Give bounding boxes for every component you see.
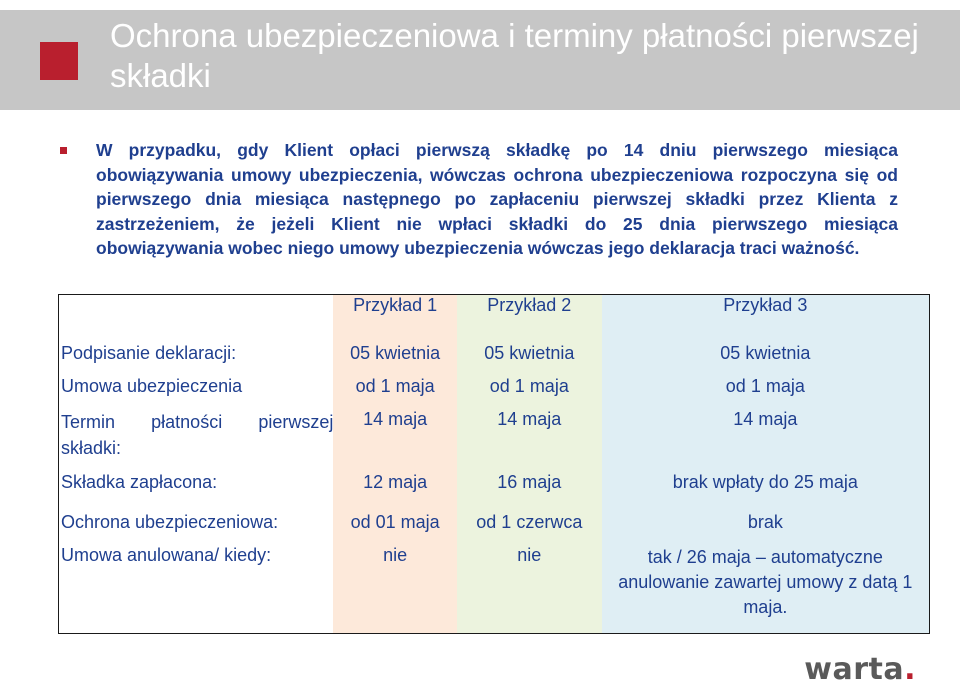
cell-example-1: 05 kwietnia [333,339,457,376]
table-row [59,376,930,409]
cell-example-2: nie [457,545,602,634]
row-label: Ochrona ubezpieczeniowa: [59,512,334,545]
header-example-3: Przykład 3 [602,295,930,340]
slide-title: Ochrona ubezpieczeniowa i terminy płatności pierwszej składki [110,17,919,94]
cell-example-3: od 1 maja [602,376,930,409]
cell-example-1: 12 maja [333,472,457,512]
cell-example-1: nie [333,545,457,634]
header-empty-cell [59,295,334,340]
title-band [0,0,960,110]
cell-example-2: od 1 czerwca [457,512,602,545]
cell-example-3: 05 kwietnia [602,339,930,376]
cell-example-2: od 1 maja [457,376,602,409]
cell-example-1: 14 maja [333,409,457,472]
cell-example-2: 16 maja [457,472,602,512]
red-square-decoration [40,42,78,80]
row-label: Umowa ubezpieczenia [59,376,334,409]
table-row [59,545,930,634]
warta-logo [804,652,916,687]
row-label: Termin płatności pierwszej składki: [59,409,334,472]
cell-example-1: od 01 maja [333,512,457,545]
title-top-strip [0,0,960,10]
cell-example-3: brak wpłaty do 25 maja [602,472,930,512]
table-row [59,339,930,376]
header-example-2: Przykład 2 [457,295,602,340]
cell-example-3: 14 maja [602,409,930,472]
examples-table [58,294,930,634]
logo-text: warta [804,652,905,687]
cell-example-2: 14 maja [457,409,602,472]
header-example-1: Przykład 1 [333,295,457,340]
cell-example-2: 05 kwietnia [457,339,602,376]
bullet-text: W przypadku, gdy Klient opłaci pierwszą składkę po 14 dniu pierwszego miesiąca obowiązywania umowy ubezpieczenia, wówczas ochrona ubezpieczeniowa rozpoczyna się od pierwszego dnia miesiąca następnego po zapłaceniu pierwszej składki przez Klienta z zastrzeżeniem, że jeżeli Klient nie wpłaci składki do 25 dnia pierwszego miesiąca obowiązywania wobec niego umowy ubezpieczenia wówczas jego deklaracja traci ważność. [96,140,898,258]
row-label: Składka zapłacona: [59,472,334,512]
table-header-row [59,295,930,340]
row-label: Umowa anulowana/ kiedy: [59,545,334,634]
cell-example-3: tak / 26 maja – automatyczne anulowanie zawartej umowy z datą 1 maja. [602,545,930,634]
cell-example-3: brak [602,512,930,545]
cell-example-1: od 1 maja [333,376,457,409]
table-row [59,472,930,512]
bullet-icon [60,147,67,154]
row-label: Podpisanie deklaracji: [59,339,334,376]
table-row [59,409,930,472]
logo-dot: . [904,652,916,687]
table-row [59,512,930,545]
